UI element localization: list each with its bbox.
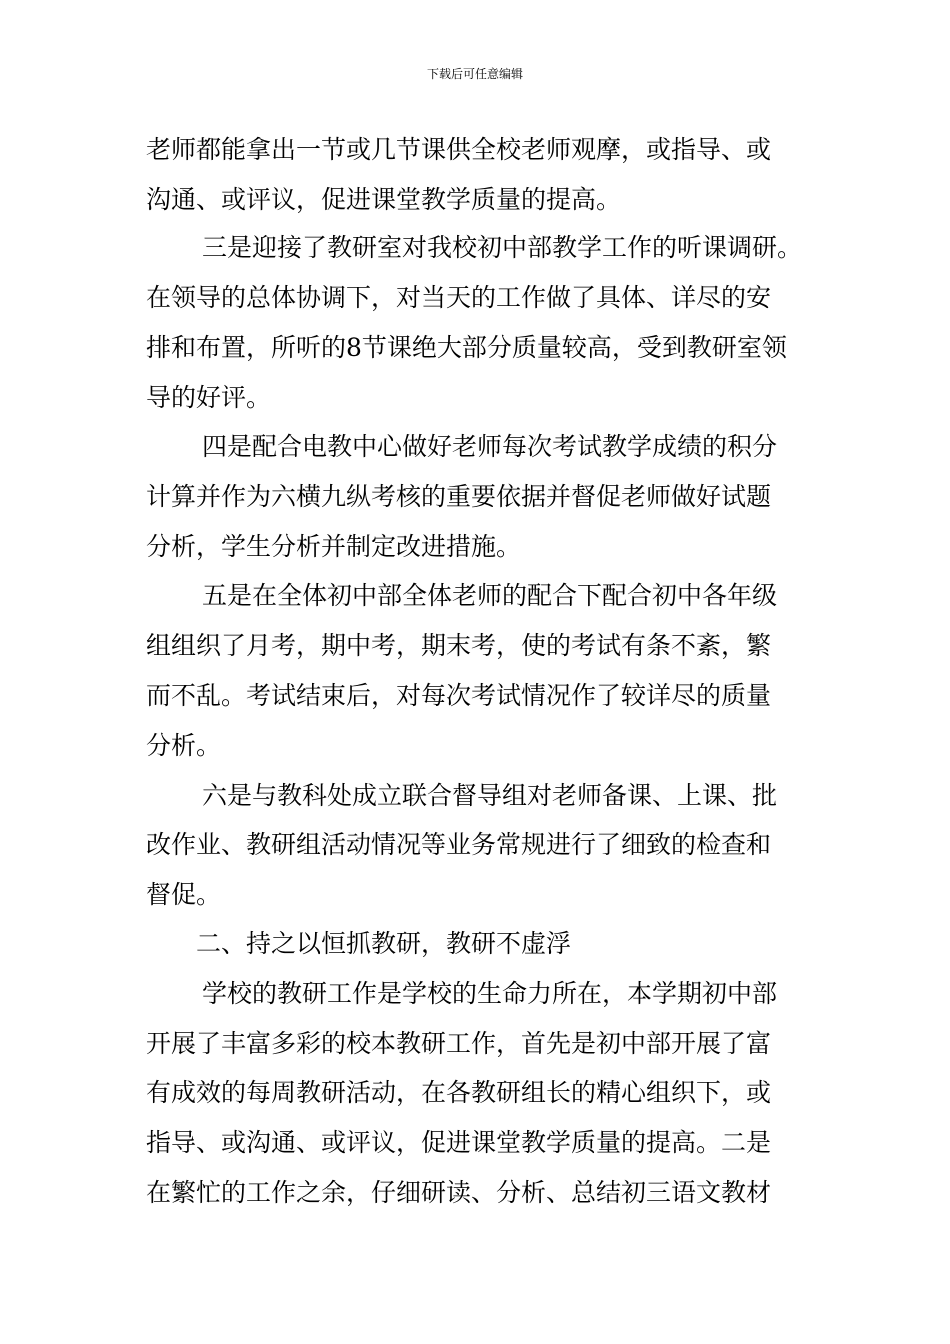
text-line: 组组织了月考，期中考，期末考，使的考试有条不紊，繁 xyxy=(146,631,772,660)
paragraph-start-line: 五是在全体初中部全体老师的配合下配合初中各年级 xyxy=(202,581,778,610)
text-line: 督促。 xyxy=(146,880,222,909)
text-line: 在繁忙的工作之余，仔细研读、分析、总结初三语文教材 xyxy=(146,1178,772,1207)
text-line: 分析，学生分析并制定改进措施。 xyxy=(146,532,522,561)
text-line: 导的好评。 xyxy=(146,383,272,412)
paragraph-start-line: 三是迎接了教研室对我校初中部教学工作的听课调研。 xyxy=(202,233,803,262)
section-heading: 二、持之以恒抓教研，教研不虚浮 xyxy=(196,929,572,958)
text-line: 而不乱。考试结束后，对每次考试情况作了较详尽的质量 xyxy=(146,681,772,710)
paragraph-start-line: 学校的教研工作是学校的生命力所在，本学期初中部 xyxy=(202,979,778,1008)
text-line: 沟通、或评议，促进课堂教学质量的提高。 xyxy=(146,185,622,214)
text-line: 在领导的总体协调下，对当天的工作做了具体、详尽的安 xyxy=(146,283,772,312)
text-line: 老师都能拿出一节或几节课供全校老师观摩，或指导、或 xyxy=(146,135,772,164)
paragraph-start-line: 六是与教科处成立联合督导组对老师备课、上课、批 xyxy=(202,781,778,810)
text-line: 计算并作为六横九纵考核的重要依据并督促老师做好试题 xyxy=(146,482,772,511)
text-line: 分析。 xyxy=(146,731,222,760)
text-line: 开展了丰富多彩的校本教研工作，首先是初中部开展了富 xyxy=(146,1029,772,1058)
paragraph-start-line: 四是配合电教中心做好老师每次考试教学成绩的积分 xyxy=(202,432,778,461)
text-line: 改作业、教研组活动情况等业务常规进行了细致的检查和 xyxy=(146,830,772,859)
text-line: 有成效的每周教研活动，在各教研组长的精心组织下，或 xyxy=(146,1078,772,1107)
text-line: 指导、或沟通、或评议，促进课堂教学质量的提高。二是 xyxy=(146,1128,772,1157)
page-header: 下载后可任意编辑 xyxy=(426,67,523,81)
text-line: 排和布置，所听的8节课绝大部分质量较高，受到教研室领 xyxy=(146,333,787,362)
